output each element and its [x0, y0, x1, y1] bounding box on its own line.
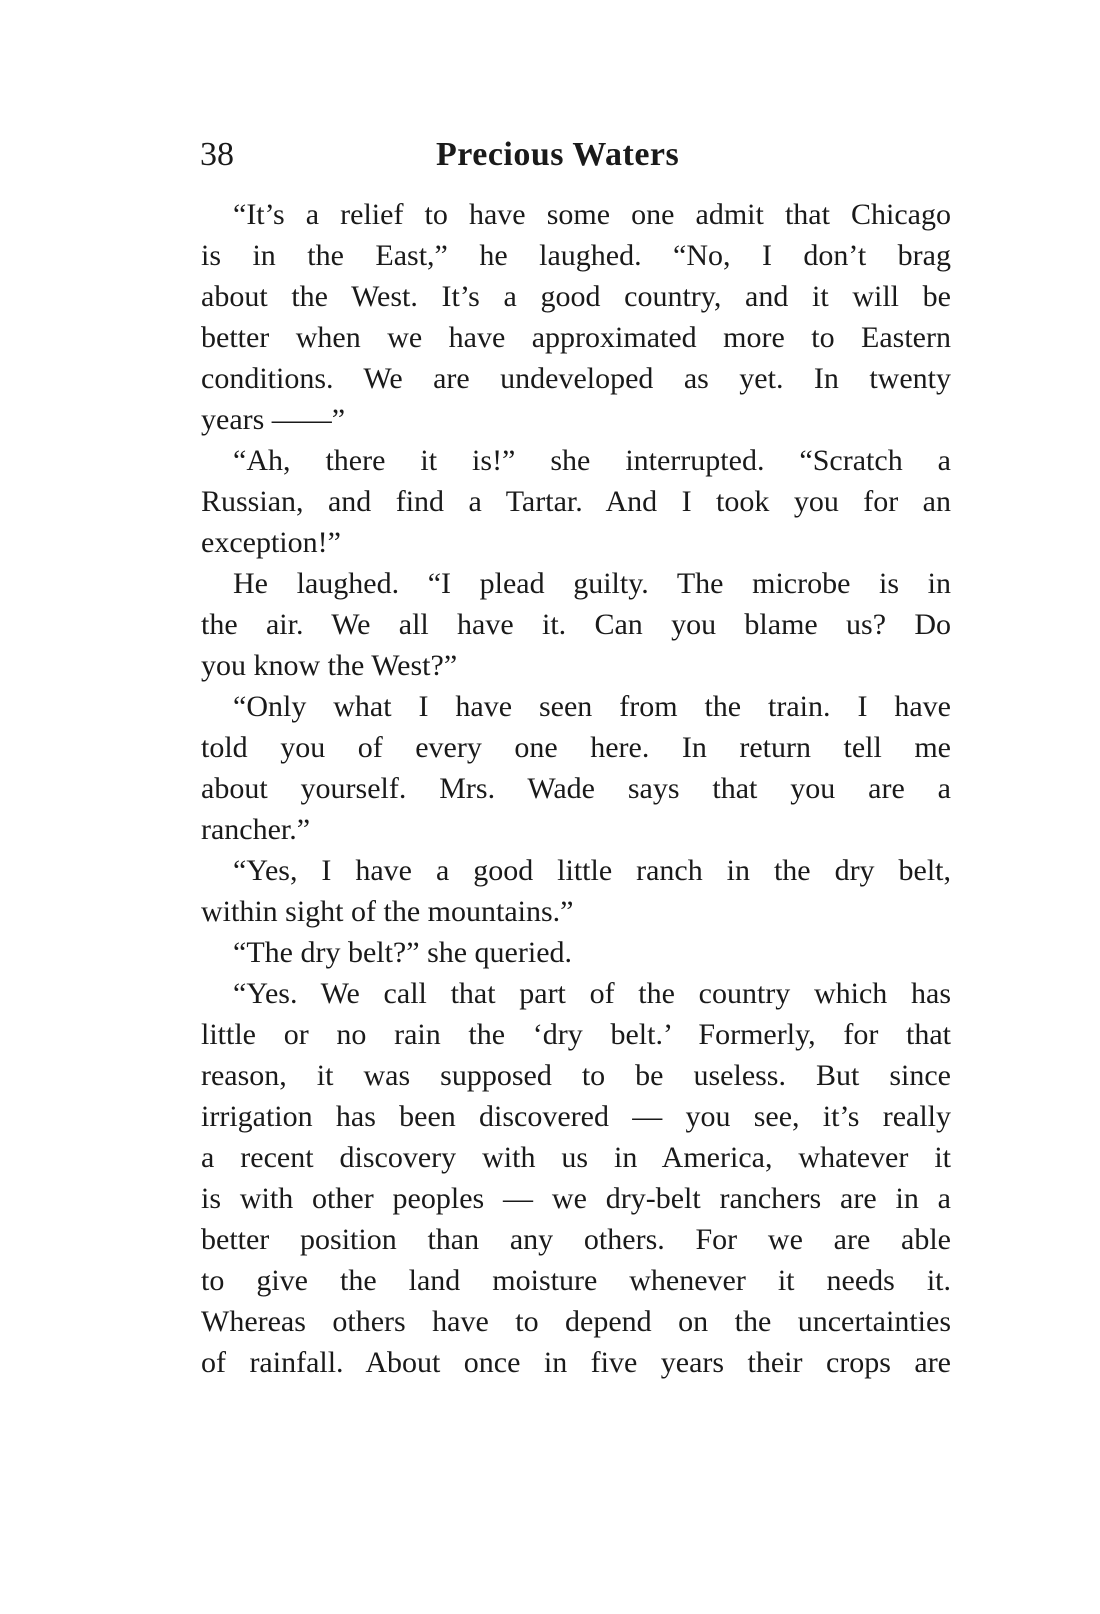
text-line: “The dry belt?” she queried. [233, 936, 573, 969]
text-line: irrigation has been discovered — you see, it’s really [201, 1100, 951, 1133]
text-line: little or no rain the ‘dry belt.’ Formerly, for that [201, 1018, 951, 1051]
text-line: is with other peoples — we dry-belt ranchers are in a [201, 1182, 951, 1215]
text-line: “It’s a relief to have some one admit that Chicago [233, 198, 951, 231]
text-line: a recent discovery with us in America, whatever it [201, 1141, 951, 1174]
text-line: the air. We all have it. Can you blame us? Do [201, 608, 951, 641]
running-head [200, 130, 950, 180]
text-line: conditions. We are undeveloped as yet. In twenty [201, 362, 951, 395]
text-line: years ——” [201, 403, 346, 436]
text-line: “Only what I have seen from the train. I have [233, 690, 951, 723]
text-line: is in the East,” he laughed. “No, I don’t brag [201, 239, 951, 272]
text-line: rancher.” [201, 813, 311, 846]
running-title: Precious Waters [436, 136, 680, 173]
text-line: better position than any others. For we are able [201, 1223, 951, 1256]
text-line: of rainfall. About once in five years their crops are [201, 1346, 951, 1379]
text-line: reason, it was supposed to be useless. But since [201, 1059, 951, 1092]
text-line: you know the West?” [201, 649, 458, 682]
text-line: exception!” [201, 526, 341, 559]
text-line: within sight of the mountains.” [201, 895, 574, 928]
text-line: Russian, and find a Tartar. And I took you for an [201, 485, 951, 518]
text-line: Whereas others have to depend on the uncertainties [201, 1305, 951, 1338]
text-line: to give the land moisture whenever it needs it. [201, 1264, 951, 1297]
text-line: about yourself. Mrs. Wade says that you are a [201, 772, 951, 805]
body-text [201, 194, 951, 1383]
text-line: about the West. It’s a good country, and it will be [201, 280, 951, 313]
text-line: better when we have approximated more to Eastern [201, 321, 951, 354]
text-line: told you of every one here. In return tell me [201, 731, 951, 764]
text-line: “Ah, there it is!” she interrupted. “Scratch a [233, 444, 951, 477]
text-line: “Yes. We call that part of the country which has [233, 977, 951, 1010]
text-line: “Yes, I have a good little ranch in the dry belt, [233, 854, 951, 887]
page-number: 38 [200, 136, 234, 173]
text-line: He laughed. “I plead guilty. The microbe is in [233, 567, 951, 600]
